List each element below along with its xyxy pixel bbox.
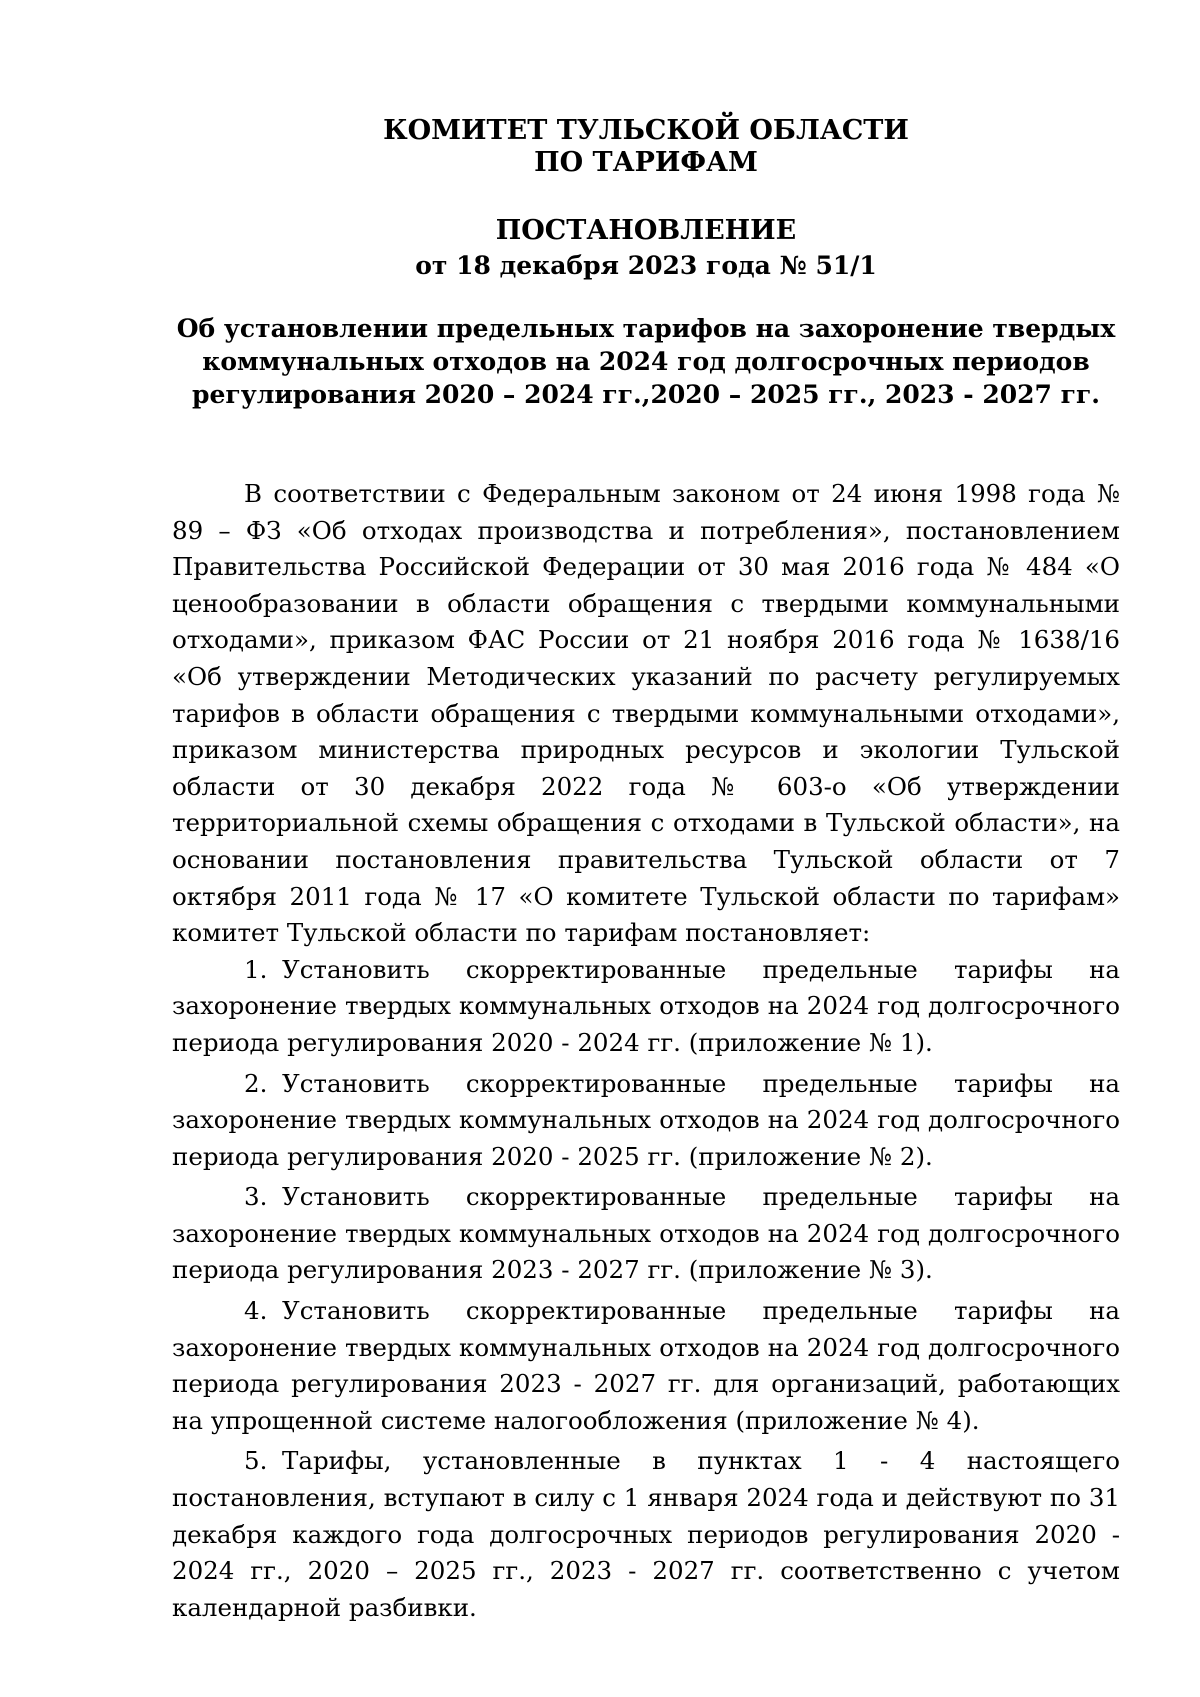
clause-number: 4. (244, 1296, 268, 1326)
clause-1 (172, 952, 1120, 1062)
clause-number: 2. (244, 1068, 268, 1098)
issuing-organization (172, 115, 1120, 179)
org-line-2: ПО ТАРИФАМ (534, 147, 758, 178)
clause-text: Установить скорректированные предельные тарифы на захоронение твердых коммунальных отходов на 2024 год долгосрочного периода регулирования 2020 - 2024 гг. (приложение № 1). (172, 954, 1120, 1057)
document-title (172, 312, 1120, 411)
clause-number: 5. (244, 1446, 268, 1476)
document-date-number: от 18 декабря 2023 года № 51/1 (415, 251, 877, 280)
clause-text: Установить скорректированные предельные тарифы на захоронение твердых коммунальных отходов на 2024 год долгосрочного периода регулирования 2020 - 2025 гг. (приложение № 2). (172, 1068, 1120, 1171)
title-line-3: регулирования 2020 – 2024 гг.,2020 – 2025 гг., 2023 - 2027 гг. (192, 380, 1100, 409)
title-line-2: коммунальных отходов на 2024 год долгосрочных периодов (202, 347, 1090, 376)
preamble-paragraph: В соответствии с Федеральным законом от 24 июня 1998 года № 89 – ФЗ «Об отходах производства и потребления», постановлением Правительства Российской Федерации от 30 мая 2016 года № 484 «О ценообразовании в области обращения с твердыми коммунальными отходами», приказом ФАС России от 21 ноября 2016 года № 1638/16 «Об утверждении Методических указаний по расчету регулируемых тарифов в области обращения с твердыми коммунальными отходами», приказом министерства природных ресурсов и экологии Тульской области от 30 декабря 2022 года № 603-о «Об утверждении территориальной схемы обращения с отходами в Тульской области», на основании постановления правительства Тульской области от 7 октября 2011 года № 17 «О комитете Тульской области по тарифам» комитет Тульской области по тарифам постановляет: (172, 479, 1120, 948)
clause-2 (172, 1066, 1120, 1176)
document-body (172, 476, 1120, 1626)
clause-3 (172, 1179, 1120, 1289)
org-line-1: КОМИТЕТ ТУЛЬСКОЙ ОБЛАСТИ (383, 115, 909, 146)
document-type: ПОСТАНОВЛЕНИЕ (495, 215, 797, 246)
title-line-1: Об установлении предельных тарифов на захоронение твердых (176, 314, 1116, 343)
clause-text: Установить скорректированные предельные тарифы на захоронение твердых коммунальных отходов на 2024 год долгосрочного периода регулирования 2023 - 2027 гг. (приложение № 3). (172, 1182, 1120, 1285)
clause-text: Установить скорректированные предельные тарифы на захоронение твердых коммунальных отходов на 2024 год долгосрочного периода регулирования 2023 - 2027 гг. для организаций, работающих на упрощенной системе налогообложения (приложение № 4). (172, 1296, 1120, 1435)
clause-number: 1. (244, 954, 268, 984)
clause-5 (172, 1443, 1120, 1626)
clause-number: 3. (244, 1182, 268, 1212)
clause-text: Тарифы, установленные в пунктах 1 - 4 настоящего постановления, вступают в силу с 1 января 2024 года и действуют по 31 декабря каждого года долгосрочных периодов регулирования 2020 - 2024 гг., 2020 – 2025 гг., 2023 - 2027 гг. соответственно с учетом календарной разбивки. (172, 1446, 1120, 1622)
clause-4 (172, 1293, 1120, 1439)
